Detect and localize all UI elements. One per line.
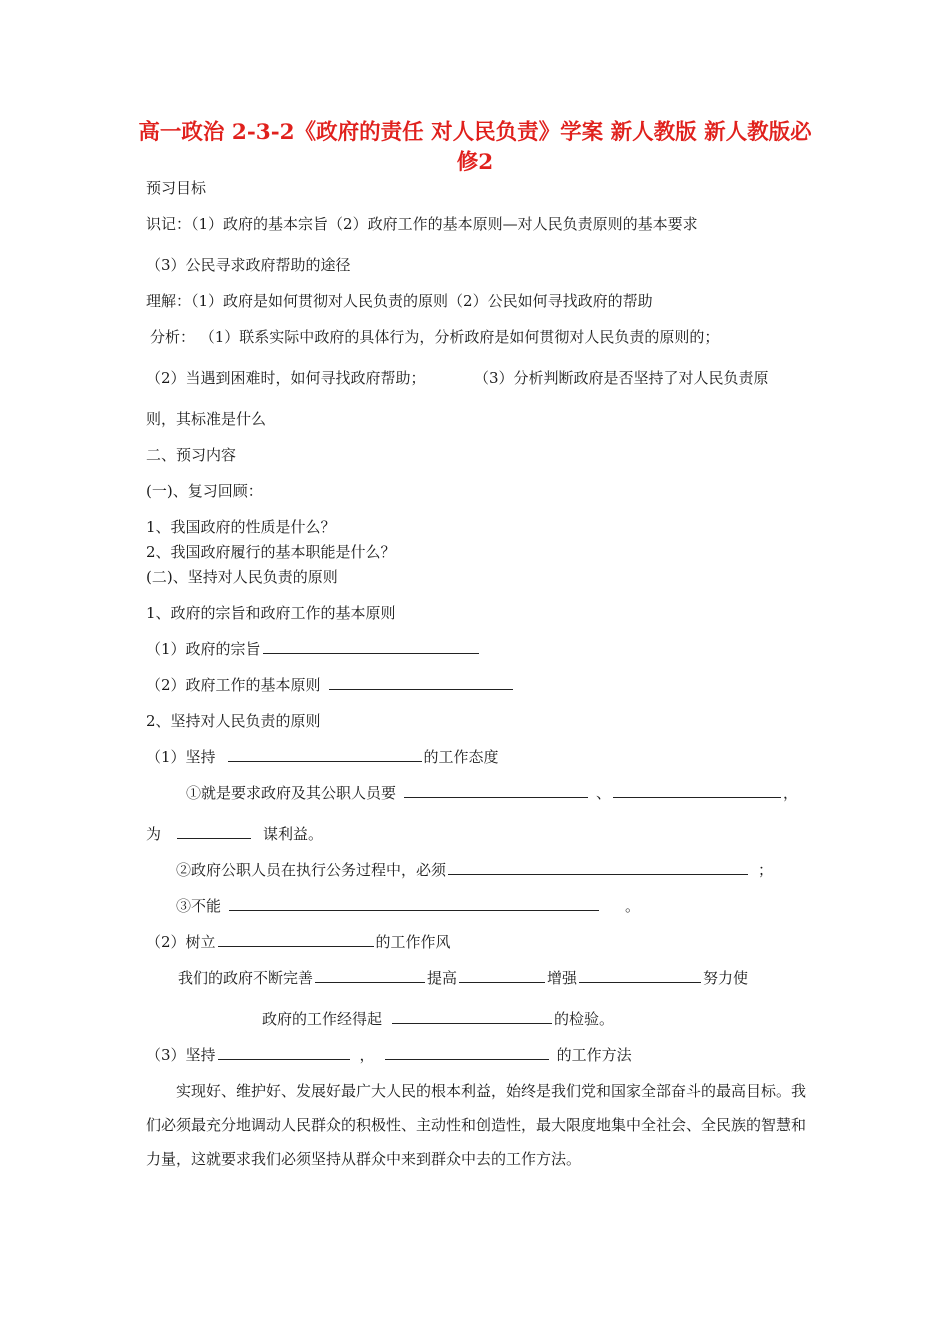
requirement-1-line	[186, 783, 798, 803]
purpose-blank[interactable]	[263, 639, 479, 654]
improve-label: 我们的政府不断完善	[178, 969, 314, 987]
basic-principle-blank[interactable]	[329, 675, 513, 690]
requirement-1-separator: 、	[596, 784, 612, 802]
test-blank[interactable]	[392, 1009, 552, 1024]
test-suffix: 的检验。	[554, 1010, 615, 1028]
review-question-1: 1、我国政府的性质是什么？	[146, 518, 336, 536]
objective-remember: 识记：（1）政府的基本宗旨（2）政府工作的基本原则—对人民负责原则的基本要求	[146, 215, 698, 233]
requirement-1-suffix: 谋利益。	[263, 825, 324, 843]
requirement-2-blank[interactable]	[448, 860, 748, 875]
document-title: 高一政治 2-3-2《政府的责任 对人民负责》学案 新人教版 新人教版必修2	[138, 120, 812, 175]
basic-principle-label: （2）政府工作的基本原则	[146, 676, 321, 694]
review-heading: (一)、复习回顾：	[146, 482, 263, 500]
improve-line	[178, 968, 748, 988]
test-line	[262, 1009, 614, 1029]
improve-strengthen: 增强	[547, 969, 578, 987]
requirement-1-label: ①就是要求政府及其公职人员要	[186, 784, 397, 802]
style-blank[interactable]	[218, 932, 374, 947]
objective-analyze: 分析： （1）联系实际中政府的具体行为，分析政府是如何贯彻对人民负责的原则的；	[150, 328, 720, 346]
requirement-2-label: ②政府公职人员在执行公务过程中，必须	[176, 861, 447, 879]
requirement-3-label: ③不能	[176, 897, 222, 915]
section-1-heading: 1、政府的宗旨和政府工作的基本原则	[146, 604, 396, 622]
test-label: 政府的工作经得起	[262, 1010, 383, 1028]
requirement-1-comma: ，	[783, 784, 799, 802]
style-line	[146, 932, 451, 952]
attitude-line	[146, 747, 499, 767]
requirement-1-blank-c[interactable]	[177, 824, 251, 839]
requirement-1-blank-a[interactable]	[404, 783, 588, 798]
review-question-2: 2、我国政府履行的基本职能是什么？	[146, 543, 396, 561]
preview-heading: 二、预习内容	[146, 446, 237, 464]
requirement-2-end: ；	[758, 861, 774, 879]
requirement-3-line	[176, 896, 640, 916]
purpose-label: （1）政府的宗旨	[146, 640, 261, 658]
method-line	[146, 1045, 632, 1065]
objectives-heading: 预习目标	[146, 179, 207, 197]
purpose-line	[146, 639, 481, 659]
objective-analyze-3: 则，其标准是什么	[146, 410, 267, 428]
method-label: （3）坚持	[146, 1046, 216, 1064]
attitude-suffix: 的工作态度	[423, 748, 499, 766]
requirement-2-line	[176, 860, 773, 880]
requirement-3-blank[interactable]	[229, 896, 599, 911]
objective-analyze-2a: （2）当遇到困难时，如何寻找政府帮助；	[146, 369, 426, 387]
method-blank-b[interactable]	[385, 1045, 549, 1060]
basic-principle-line	[146, 675, 515, 695]
attitude-blank[interactable]	[228, 747, 422, 762]
requirement-1-for: 为	[146, 825, 162, 843]
objective-remember-2: （3）公民寻求政府帮助的途径	[146, 256, 351, 274]
method-separator: ，	[359, 1046, 375, 1064]
requirement-3-end: 。	[625, 897, 641, 915]
improve-raise: 提高	[427, 969, 458, 987]
objective-analyze-2b: （3）分析判断政府是否坚持了对人民负责原	[474, 369, 769, 387]
closing-paragraph: 实现好、维护好、发展好最广大人民的根本利益，始终是我们党和国家全部奋斗的最高目标。我们必须最充分地调动人民群众的积极性、主动性和创造性，最大限度地集中全社会、全民族的智慧和力量，这就要求我们必须坚持从群众中来到群众中去的工作方法。	[146, 1082, 807, 1168]
improve-blank-c[interactable]	[579, 968, 701, 983]
method-suffix: 的工作方法	[556, 1046, 632, 1064]
attitude-label: （1）坚持	[146, 748, 216, 766]
section-2-heading: 2、坚持对人民负责的原则	[146, 712, 321, 730]
style-suffix: 的工作作风	[375, 933, 451, 951]
objective-understand: 理解：（1）政府是如何贯彻对人民负责的原则（2）公民如何寻找政府的帮助	[146, 292, 653, 310]
requirement-1-cont	[146, 824, 323, 844]
principle-heading: (二)、坚持对人民负责的原则	[146, 568, 338, 586]
improve-blank-b[interactable]	[459, 968, 545, 983]
requirement-1-blank-b[interactable]	[613, 783, 781, 798]
improve-blank-a[interactable]	[315, 968, 425, 983]
style-label: （2）树立	[146, 933, 216, 951]
method-blank-a[interactable]	[218, 1045, 350, 1060]
improve-strive: 努力使	[703, 969, 749, 987]
